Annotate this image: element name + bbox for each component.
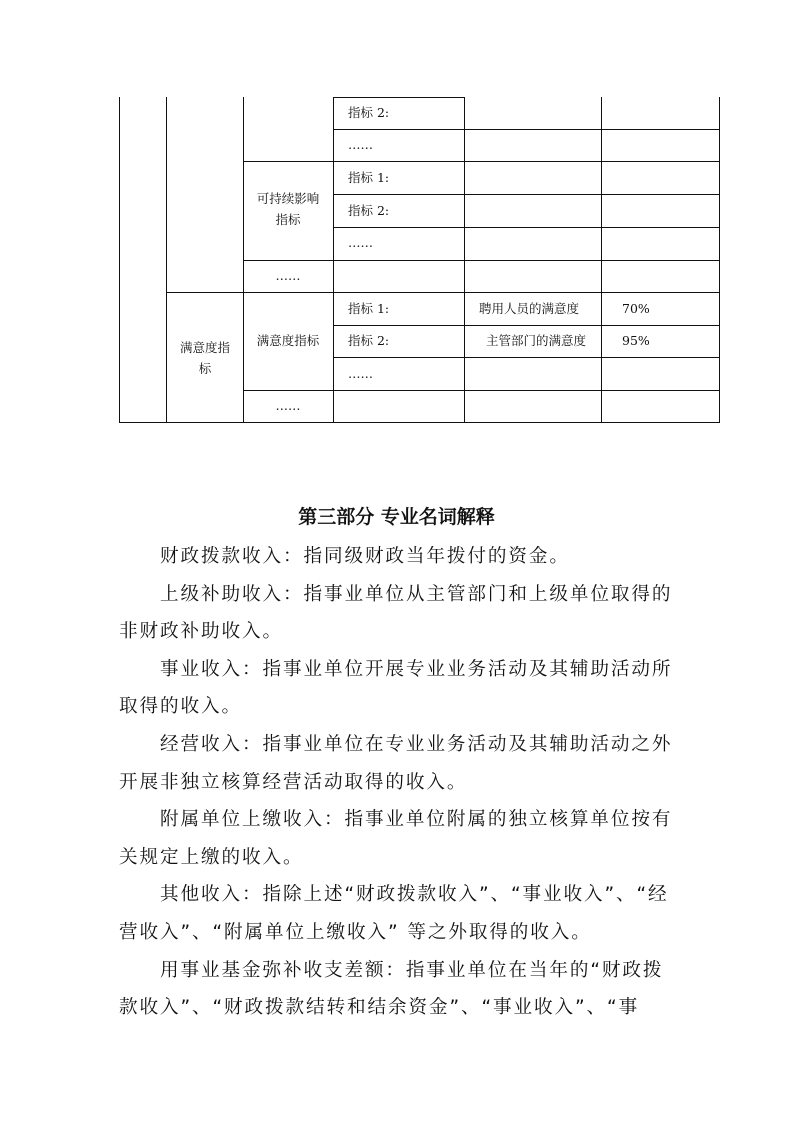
level2-indicator-cell: 可持续影响指标 xyxy=(256,191,320,227)
glossary-body xyxy=(119,538,675,1027)
table-row-line xyxy=(243,260,720,261)
indicator-value-cell: 70% xyxy=(622,301,650,316)
table-border-bottom xyxy=(119,422,720,423)
level2-indicator-cell: …… xyxy=(275,268,301,283)
level2-indicator-cell: …… xyxy=(275,398,301,413)
table-row-line xyxy=(243,161,720,162)
glossary-paragraph: 经营收入：指事业单位在专业业务活动及其辅助活动之外开展非独立核算经营活动取得的收入。 xyxy=(119,733,673,793)
glossary-paragraph: 其他收入：指除上述“财政拨款收入”、“事业收入”、“经营收入”、“附属单位上缴收入” 等之外取得的收入。 xyxy=(119,884,669,943)
table-col-line xyxy=(166,97,167,423)
table-border-left xyxy=(119,97,120,423)
indicator-cell: …… xyxy=(348,366,373,381)
table-row-line xyxy=(333,97,464,98)
table-row-line xyxy=(333,227,720,228)
indicator-content-cell: 主管部门的满意度 xyxy=(486,333,587,348)
indicator-cell: 指标 1: xyxy=(348,301,390,316)
table-row-line xyxy=(166,292,720,293)
indicator-cell: 指标 1: xyxy=(348,170,390,185)
glossary-paragraph: 附属单位上缴收入：指事业单位附属的独立核算单位按有关规定上缴的收入。 xyxy=(119,809,673,868)
indicator-cell: …… xyxy=(348,137,373,152)
level1-indicator-cell: 满意度指标 xyxy=(180,340,231,376)
indicator-content-cell: 聘用人员的满意度 xyxy=(479,301,580,316)
table-row-line xyxy=(333,325,720,326)
indicator-cell: 指标 2: xyxy=(348,333,390,348)
performance-indicator-table xyxy=(0,0,793,430)
indicator-cell: 指标 2: xyxy=(348,203,390,218)
glossary-paragraph: 财政拨款收入：指同级财政当年拨付的资金。 xyxy=(160,546,570,567)
table-row-line xyxy=(333,194,720,195)
indicator-value-cell: 95% xyxy=(622,333,650,348)
table-row-line xyxy=(243,390,720,391)
level2-indicator-cell: 满意度指标 xyxy=(256,333,320,348)
table-row-line xyxy=(333,129,720,130)
indicator-cell: 指标 2: xyxy=(348,105,390,120)
glossary-paragraph: 上级补助收入：指事业单位从主管部门和上级单位取得的非财政补助收入。 xyxy=(119,583,673,643)
indicator-cell: …… xyxy=(348,235,373,250)
glossary-paragraph: 事业收入：指事业单位开展专业业务活动及其辅助活动所取得的收入。 xyxy=(119,658,673,718)
table-row-line xyxy=(333,357,720,358)
section-title: 第三部分 专业名词解释 xyxy=(298,506,495,528)
glossary-paragraph: 用事业基金弥补收支差额：指事业单位在当年的“财政拨款收入”、“财政拨款结转和结余资金”、“事业收入”、“事 xyxy=(119,959,664,1019)
